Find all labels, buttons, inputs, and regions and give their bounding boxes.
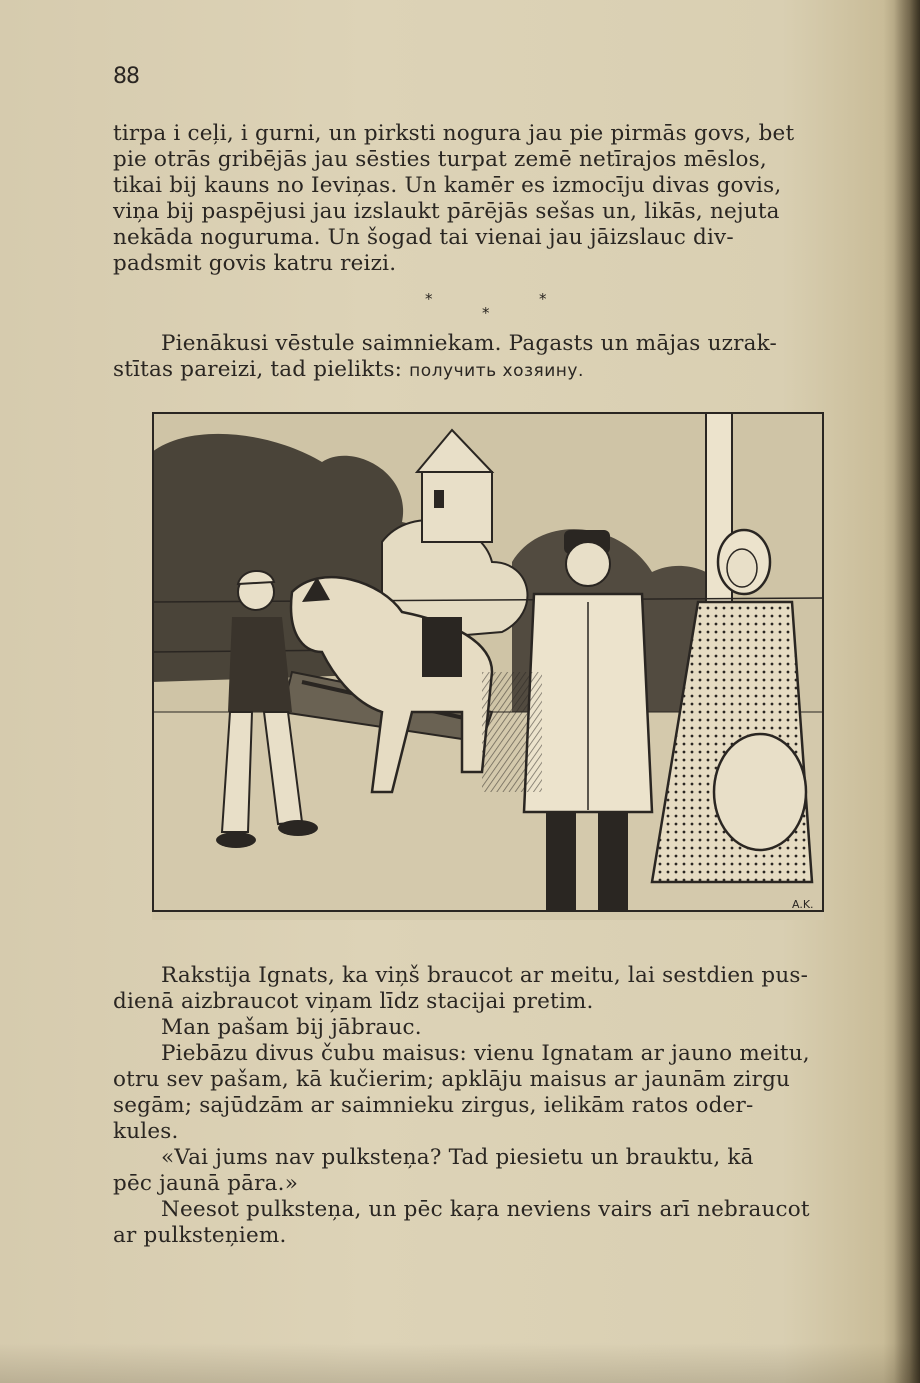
text-line-part: stītas pareizi, tad pielikts:: [113, 357, 403, 382]
section-break-asterism: [113, 290, 861, 324]
text-line: kules.: [113, 1119, 179, 1144]
church-window: [434, 490, 444, 508]
paragraph-letter: [113, 331, 861, 384]
text-line: [113, 357, 861, 384]
text-line: viņa bij paspējusi jau izslaukt pārējās sešas un, likās, nejuta: [113, 199, 780, 224]
woman-face: [727, 549, 757, 587]
artist-signature: A.K.: [792, 898, 814, 911]
text-line: pēc jaunā pāra.»: [113, 1171, 299, 1196]
horse-harness: [422, 617, 462, 677]
boy-shoe: [216, 832, 256, 848]
page-bottom-edge: [0, 1343, 920, 1383]
paragraphs-bottom: [113, 963, 861, 1249]
text-line: padsmit govis katru reizi.: [113, 251, 397, 276]
text-line: tirpa i ceļi, i gurni, un pirksti nogura jau pie pirmās govs, bet: [113, 121, 795, 146]
boy-jacket: [228, 617, 292, 712]
asterism-mark: *: [425, 290, 433, 308]
russian-text: получить хозяину.: [409, 361, 584, 381]
page-edge-shadow: [894, 0, 920, 1383]
page-number: 88: [113, 64, 139, 89]
text-line: «Vai jums nav pulksteņa? Tad piesietu un brauktu, kā: [161, 1145, 754, 1170]
woman-bundle: [714, 734, 806, 850]
text-line: ar pulksteņiem.: [113, 1223, 287, 1248]
text-line: Neesot pulksteņa, un pēc kaŗa neviens vairs arī nebraucot: [161, 1197, 810, 1222]
text-line: tikai bij kauns no Ieviņas. Un kamēr es izmocīju divas govis,: [113, 173, 782, 198]
text-line: dienā aizbraucot viņam līdz stacijai pretim.: [113, 989, 594, 1014]
text-line: Piebāzu divus čubu maisus: vienu Ignatam ar jauno meitu,: [161, 1041, 810, 1066]
man-boot-left: [546, 812, 576, 912]
text-line: otru sev pašam, kā kučierim; apklāju maisus ar jaunām zirgu: [113, 1067, 791, 1092]
shadow-hatch: [482, 672, 542, 792]
text-line: Man pašam bij jābrauc.: [161, 1015, 422, 1040]
man-boot-right: [598, 812, 628, 912]
boy-shoe: [278, 820, 318, 836]
man-head: [566, 542, 610, 586]
text-line: segām; sajūdzām ar saimnieku zirgus, ielikām ratos oder-: [113, 1093, 754, 1118]
paragraph-top: [113, 121, 861, 277]
asterism-mark: *: [482, 304, 490, 322]
text-line: pie otrās gribējās jau sēsties turpat zemē netīrajos mēslos,: [113, 147, 767, 172]
text-line: nekāda noguruma. Un šogad tai vienai jau jāizslauc div-: [113, 225, 734, 250]
asterism-mark: *: [539, 290, 547, 308]
church-wall: [422, 472, 492, 542]
illustration-drawing: [152, 412, 824, 920]
illustration: [152, 412, 824, 920]
text-line: Pienākusi vēstule saimniekam. Pagasts un mājas uzrak-: [161, 331, 777, 356]
text-line: Rakstija Ignats, ka viņš braucot ar meitu, lai sestdien pus-: [161, 963, 809, 988]
